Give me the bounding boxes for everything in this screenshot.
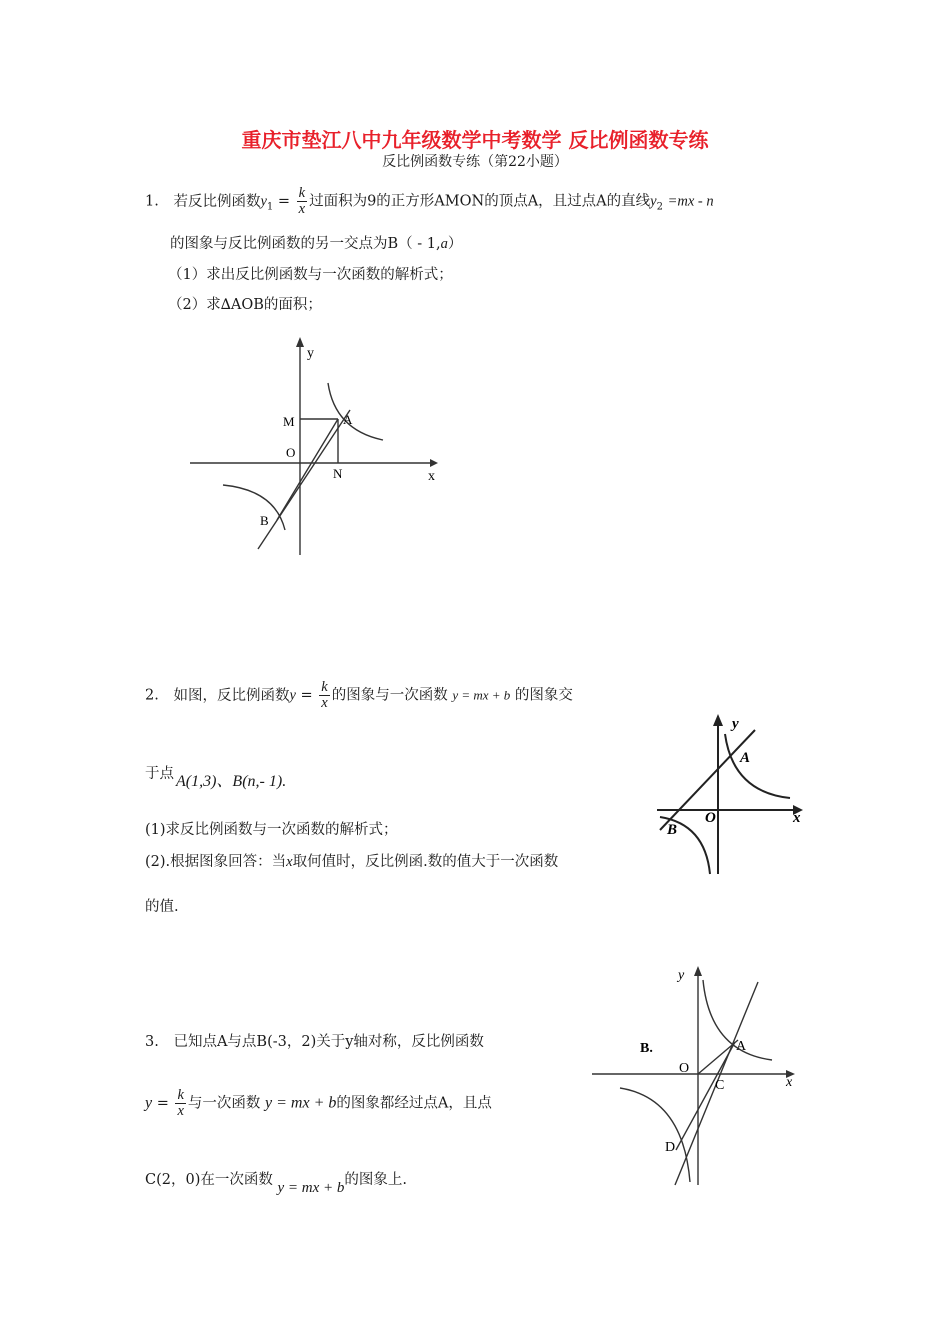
q1-y2-rhs: =mx - n <box>667 193 714 210</box>
q1-text-a: 若反比例函数 <box>173 193 261 210</box>
q3-eq: = <box>156 1095 169 1112</box>
q1-line2 <box>170 232 462 253</box>
q3-fraction <box>175 1088 185 1119</box>
q3-text-b: 与一次函数 <box>187 1095 261 1112</box>
q1-label-n: N <box>333 466 343 481</box>
q3-line3-pre: C(2，0)在一次函数 <box>145 1172 273 1188</box>
q3-label-y: y <box>678 968 685 983</box>
q3-segment-ad <box>676 1042 735 1150</box>
q2-eq: = <box>300 687 313 704</box>
q2-label-b: B <box>667 822 678 838</box>
q1-frac-den: x <box>298 201 306 218</box>
q1-label-b: B <box>260 513 269 528</box>
q3-figure <box>590 960 805 1190</box>
q1-y2: y <box>650 193 657 210</box>
q2-number: 2. <box>145 687 159 704</box>
q1-y1-sub: 1 <box>266 201 274 213</box>
q3-linear-2: y = mx + b <box>277 1180 345 1196</box>
q2-linear: y = mx + b <box>452 687 511 703</box>
q1-line2-a: a <box>440 236 448 252</box>
q1-figure <box>185 335 445 565</box>
q3-frac-num: k <box>177 1087 184 1103</box>
q3-frac-den: x <box>177 1103 184 1120</box>
q3-label-x: x <box>786 1075 793 1090</box>
q2-sub2-text: (2).根据图象回答：当 <box>145 854 287 870</box>
q1-label-a: A <box>343 412 353 427</box>
q2-y-arrow <box>713 714 723 726</box>
q3-segment-oa <box>698 1040 738 1074</box>
q1-subquestion-1: （1）求出反比例函数与一次函数的解析式； <box>168 267 453 283</box>
q1-label-o: O <box>286 445 296 460</box>
q2-label-y: y <box>732 716 739 732</box>
q1-label-y: y <box>307 346 314 361</box>
q1-subquestion-2: （2）求∆AOB的面积； <box>168 297 322 313</box>
q2-subquestion-1: (1)求反比例函数与一次函数的解析式； <box>145 822 398 838</box>
q3-label-c: C <box>715 1078 725 1093</box>
q3-text-c: 的图象都经过点A，且点 <box>336 1095 492 1112</box>
q2-text-a: 如图，反比例函数 <box>173 687 290 704</box>
q3-label-o: O <box>679 1061 690 1076</box>
q2-subquestion-2 <box>145 850 558 871</box>
q1-x-arrow <box>430 459 438 467</box>
q1-segment-ob <box>277 419 338 520</box>
page-subtitle: 反比例函数专练（第22小题） <box>382 154 568 170</box>
q1-line1 <box>145 186 714 217</box>
q1-number: 1. <box>145 193 159 210</box>
q2-text-b: 的图象与一次函数 <box>331 687 448 704</box>
q1-line2-text: 的图象与反比例函数的另一交点为B（ - 1, <box>170 236 441 252</box>
q2-line2-pre: 于点 <box>145 766 174 782</box>
q2-frac-num: k <box>321 679 328 695</box>
q1-fraction <box>297 186 307 217</box>
q1-y1: y <box>260 193 267 210</box>
q2-subquestion-2-cont: 的值. <box>145 899 179 915</box>
q3-label-b: B. <box>640 1041 653 1056</box>
q3-line1 <box>145 1030 484 1051</box>
q3-lhs: y <box>145 1094 153 1112</box>
q3-label-d: D <box>665 1140 676 1155</box>
q2-lhs: y <box>289 687 296 704</box>
q1-eq: = <box>277 193 291 210</box>
q3-line3 <box>145 1168 407 1196</box>
q2-frac-den: x <box>321 695 328 712</box>
q2-line1 <box>145 680 573 711</box>
q1-y2-sub: 2 <box>656 201 663 213</box>
q1-label-m: M <box>283 414 295 429</box>
q1-line2-end: ） <box>447 236 463 252</box>
q2-label-a: A <box>740 750 751 766</box>
q2-figure <box>655 712 815 878</box>
q2-fraction <box>319 680 329 711</box>
q2-label-x: x <box>793 810 801 826</box>
q2-label-o: O <box>705 810 716 826</box>
q3-linear: y = mx + b <box>265 1094 337 1112</box>
q3-line3-end: 的图象上. <box>344 1172 407 1188</box>
q2-line2 <box>145 760 287 790</box>
q3-y-arrow <box>694 966 702 976</box>
q3-text-a: 已知点A与点B(-3，2)关于y轴对称，反比例函数 <box>173 1034 484 1050</box>
q1-text-b: 过面积为9的正方形AMON的顶点A，且过点A的直线 <box>309 193 651 210</box>
q2-hyperbola-branch-1 <box>725 734 790 798</box>
q2-sub2-end: 取何值时，反比例函.数的值大于一次函数 <box>292 854 559 870</box>
q3-number: 3. <box>145 1034 159 1050</box>
q2-sub2-x: x <box>286 854 293 870</box>
q3-hyperbola-branch-2 <box>620 1088 690 1182</box>
q1-y-arrow <box>296 337 304 347</box>
q2-points: A(1,3)、B(n,- 1). <box>176 773 287 790</box>
q2-text-c: 的图象交 <box>514 687 573 704</box>
q3-label-a: A <box>736 1039 747 1054</box>
q1-label-x: x <box>428 469 435 484</box>
q1-frac-num: k <box>298 185 306 201</box>
q3-line2 <box>145 1088 492 1119</box>
page-title: 重庆市垫江八中九年级数学中考数学 反比例函数专练 <box>241 128 709 152</box>
